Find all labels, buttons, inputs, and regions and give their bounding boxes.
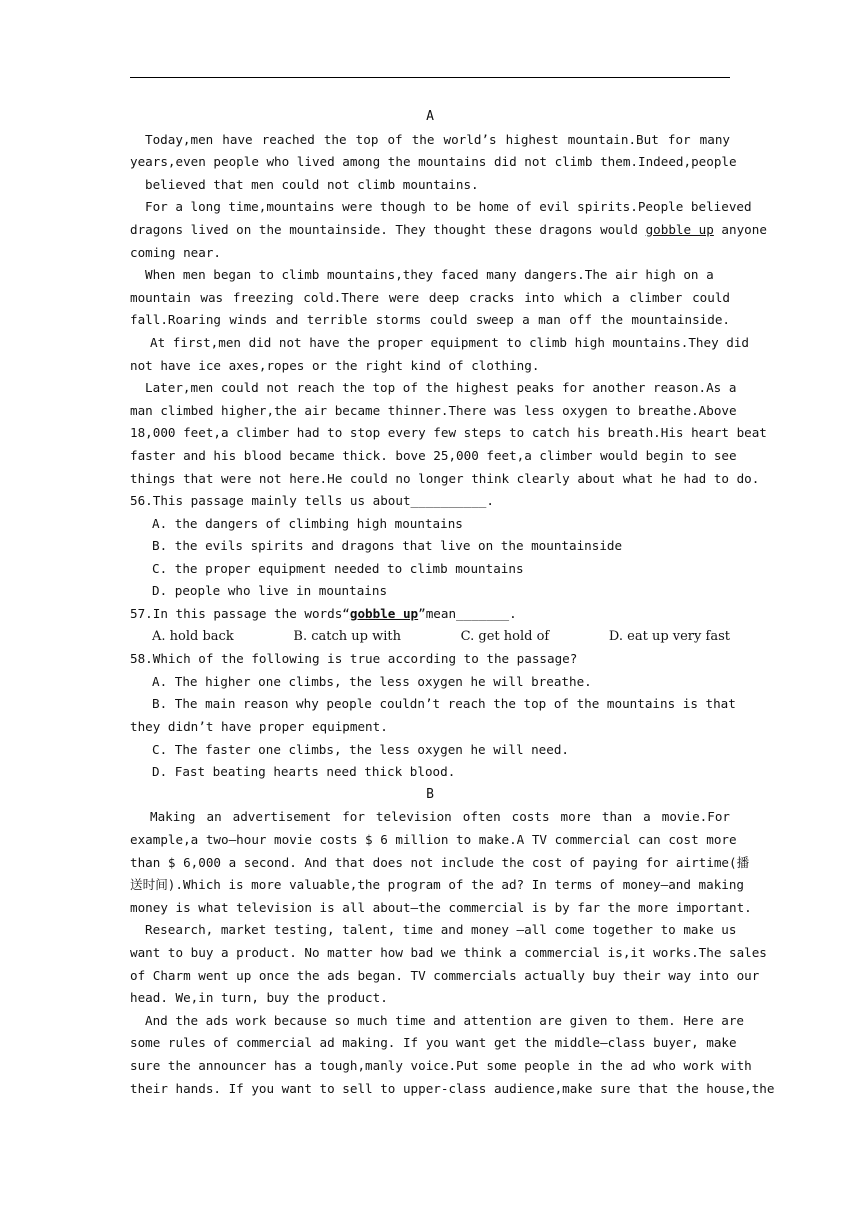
passage-b-line: example,a two—hour movie costs $ 6 million to make.A TV commercial can cost more (130, 832, 737, 847)
passage-a-line: coming near. (130, 244, 221, 260)
question-57-options (130, 626, 730, 649)
passage-b-line: Making an advertisement for television often costs more than a movie.For (150, 809, 730, 825)
passage-a-line: faster and his blood became thick. bove 25,000 feet,a climber would begin to see (130, 447, 737, 463)
question-57-option-c: C. get hold of (460, 628, 550, 644)
passage-a-line: 18,000 feet,a climber had to stop every few steps to catch his breath.His heart beat (130, 425, 767, 441)
question-56-option-d: D. people who live in mountains (152, 583, 388, 599)
passage-b-line: than $ 6,000 a second. And that does not include the cost of paying for airtime(播 (130, 854, 750, 870)
passage-a-line: believed that men could not climb mountains. (145, 176, 479, 192)
passage-b-heading: B (426, 786, 434, 802)
passage-a-line: Today,men have reached the top of the world’s highest mountain.But for many (145, 131, 730, 147)
passage-b-line: head. We,in turn, buy the product. (130, 990, 388, 1006)
passage-a-line: not have ice axes,ropes or the right kind of clothing. (130, 357, 540, 373)
passage-b-line: money is what television is all about—the commercial is by far the more important. (130, 899, 752, 915)
question-56-option-b: B. the evils spirits and dragons that live on the mountainside (152, 538, 623, 554)
question-56-stem: 56.This passage mainly tells us about__________. (130, 493, 494, 509)
passage-a-line: At first,men did not have the proper equipment to climb high mountains.They did (150, 334, 749, 350)
question-58-option-c: C. The faster one climbs, the less oxygen he will need. (152, 741, 570, 757)
passage-b-line: some rules of commercial ad making. If you want get the middle—class buyer, make (130, 1035, 737, 1051)
passage-a-line: When men began to climb mountains,they faced many dangers.The air high on a (145, 267, 714, 283)
gobble-up-underlined: gobble up (349, 606, 419, 622)
passage-a-line: things that were not here.He could no longer think clearly about what he had to do. (130, 470, 760, 486)
passage-a-line: mountain was freezing cold.There were deep cracks into which a climber could (130, 289, 730, 305)
passage-a-line: fall.Roaring winds and terrible storms could sweep a man off the mountainside. (130, 312, 730, 328)
passage-a-heading: A (426, 109, 434, 124)
passage-a-line: Later,men could not reach the top of the highest peaks for another reason.As a (145, 380, 737, 396)
passage-b-line: And the ads work because so much time and attention are given to them. Here are (145, 1012, 744, 1028)
question-58-option-b: B. The main reason why people couldn’t reach the top of the mountains is that (152, 696, 736, 712)
passage-b-line: sure the announcer has a tough,manly voice.Put some people in the ad who work with (130, 1057, 752, 1073)
passage-b-line: 送时间).Which is more valuable,the program of the ad? In terms of money—and making (130, 877, 745, 893)
question-56-option-a: A. the dangers of climbing high mountains (152, 515, 463, 531)
question-58-option-a: A. The higher one climbs, the less oxygen he will breathe. (152, 673, 592, 689)
passage-a-line: years,even people who lived among the mountains did not climb them.Indeed,people (130, 154, 737, 170)
question-56-option-c: C. the proper equipment needed to climb mountains (152, 560, 524, 576)
question-57-option-b: B. catch up with (293, 628, 401, 644)
header-rule (130, 77, 730, 78)
passage-b-line: want to buy a product. No matter how bad we think a commercial is,it works.The sales (130, 944, 767, 960)
passage-a-line: man climbed higher,the air became thinner.There was less oxygen to breathe.Above (130, 402, 737, 418)
passage-b-line: of Charm went up once the ads began. TV commercials actually buy their way into our (130, 967, 760, 983)
question-57-stem: 57.In this passage the words“gobble up”mean_______. (130, 606, 517, 622)
passage-a-line: For a long time,mountains were though to be home of evil spirits.People believed (145, 199, 752, 215)
gobble-up-underlined: gobble up (645, 221, 714, 237)
question-57-option-a: A. hold back (152, 628, 234, 644)
question-57-option-d: D. eat up very fast (608, 628, 730, 644)
question-58-option-d: D. Fast beating hearts need thick blood. (152, 764, 456, 780)
passage-a-line: dragons lived on the mountainside. They thought these dragons would gobble up anyone (130, 221, 767, 237)
question-58-option-b-cont: they didn’t have proper equipment. (130, 719, 388, 735)
passage-b-line: Research, market testing, talent, time and money —all come together to make us (145, 922, 737, 938)
question-58-stem: 58.Which of the following is true according to the passage? (130, 651, 578, 667)
passage-b-line: their hands. If you want to sell to upper-class audience,make sure that the house,the (130, 1080, 775, 1096)
exam-page (130, 106, 775, 1100)
